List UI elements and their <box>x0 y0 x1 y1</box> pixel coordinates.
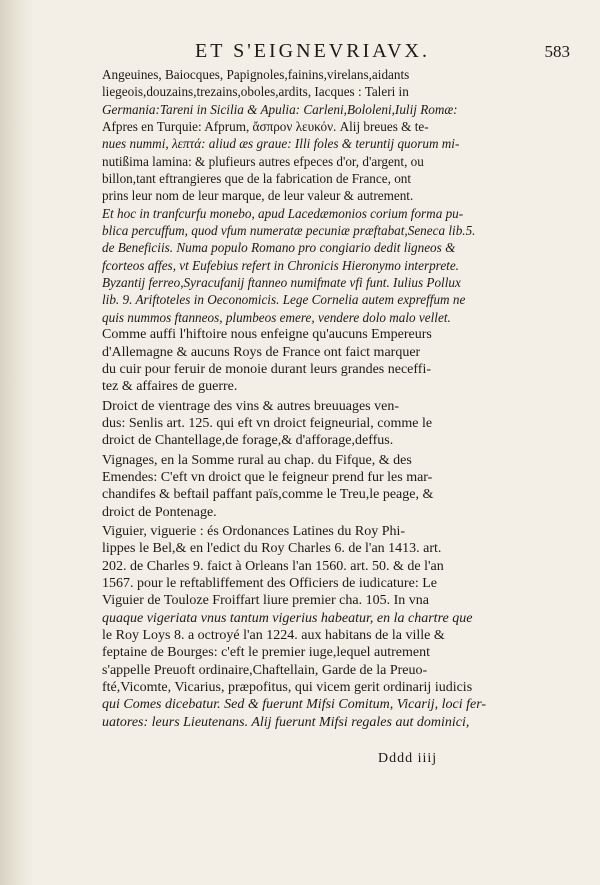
text-line: s'appelle Preuoft ordinaire,Chaftellain, Garde de la Preuo- <box>102 662 428 678</box>
text-line: du cuir pour feruir de monoie durant leurs grandes neceffi- <box>102 361 432 377</box>
text-line: Byzantij ferreo,Syracufanij ftanneo numifmate vfi funt. Iulius Pollux <box>102 275 461 291</box>
text-line: liegeois,douzains,trezains,oboles,ardits, Iacques : Taleri in <box>102 84 409 100</box>
text-line: Angeuines, Baiocques, Papignoles,fainins,virelans,aidants <box>102 67 410 82</box>
text-line: dus: Senlis art. 125. qui eft vn droict feigneurial, comme le <box>102 415 433 431</box>
signature-mark: Dddd iiij <box>378 751 438 766</box>
text-line: quis nummos ftanneos, plumbeos emere, vendere dolo malo vellet. <box>102 309 451 325</box>
text-line: qui Comes dicebatur. Sed & fuerunt Mifsi Comitum, Vicarij, loci fer- <box>102 697 487 713</box>
entry-heading-line: Droict de vientrage des vins & autres breuuages ven- <box>102 398 400 414</box>
text-line: Comme auffi l'hiftoire nous enfeigne qu'aucuns Empereurs <box>102 327 432 343</box>
running-head: ET S'EIGNEVRIAVX. <box>195 40 430 62</box>
text-line: feptaine de Bourges: c'eft le premier iuge,lequel autrement <box>102 645 431 661</box>
text-line: 1567. pour le reftabliffement des Officiers de iudicature: Le <box>102 575 437 591</box>
entry-heading-line: Viguier, viguerie : és Ordonances Latines du Roy Phi- <box>102 523 406 539</box>
page-body <box>102 66 520 731</box>
text-line: Germania:Tareni in Sicilia & Apulia: Carleni,Bololeni,Iulij Romæ: <box>102 101 458 117</box>
text-line: uatores: leurs Lieutenans. Alij fuerunt Mifsi regales aut dominici, <box>102 714 470 730</box>
text-line: lippes le Bel,& en l'edict du Roy Charles 6. de l'an 1413. art. <box>102 541 442 557</box>
text-line: lib. 9. Ariftoteles in Oeconomicis. Lege Cornelia autem expreffum ne <box>102 292 466 308</box>
text-line: chandifes & beftail paffant païs,comme le Treu,le peage, & <box>102 487 434 503</box>
text-line: Viguier de Touloze Froiffart liure premier cha. 105. In vna <box>102 593 429 609</box>
text-line: billon,tant eftrangieres que de la fabrication de France, ont <box>102 171 412 187</box>
text-line: quaque vigeriata vnus tantum vigerius habeatur, en la chartre que <box>102 610 473 626</box>
text-line: Emendes: C'eft vn droict que le feigneur prend fur les mar- <box>102 469 433 485</box>
page-header <box>195 40 570 66</box>
page-number: 583 <box>544 42 570 61</box>
text-line: de Beneficiis. Numa populo Romano pro congiario dedit ligneos & <box>102 240 456 256</box>
text-line: le Roy Loys 8. a octroyé l'an 1224. aux habitans de la ville & <box>102 628 445 643</box>
text-line: d'Allemagne & aucuns Roys de France ont faict marquer <box>102 344 421 360</box>
text-line: prins leur nom de leur marque, de leur valeur & autrement. <box>102 188 414 204</box>
text-line: droict de Pontenage. <box>102 504 217 520</box>
text-line: tez & affaires de guerre. <box>102 379 238 395</box>
text-line: droict de Chantellage,de forage,& d'afforage,deffus. <box>102 433 394 449</box>
text-line: fcorteos affes, vt Eufebius refert in Chronicis Hieronymo interprete. <box>102 257 459 273</box>
text-line: Et hoc in tranfcurfu monebo, apud Lacedæmonios corium forma pu- <box>102 205 464 221</box>
text-line: fté,Vicomte, Vicarius, præpofitus, qui vicem gerit ordinarij iudicis <box>102 680 473 696</box>
text-line: Afpres en Turquie: Afprum, ἄσπρον λευκόν. Alij breues & te- <box>102 119 429 135</box>
text-line: nues nummi, λεπτά: aliud æs graue: Illi foles & teruntij quorum mi- <box>102 136 460 152</box>
text-line: blica percuffum, quod vfum numeratæ pecuniæ præftabat,Seneca lib.5. <box>102 223 476 239</box>
text-line: nutißima lamina: & plufieurs autres efpeces d'or, d'argent, ou <box>102 153 424 169</box>
text-line: 202. de Charles 9. faict à Orleans l'an 1560. art. 50. & de l'an <box>102 558 444 574</box>
entry-heading-line: Vignages, en la Somme rural au chap. du Fifque, & des <box>102 452 412 468</box>
